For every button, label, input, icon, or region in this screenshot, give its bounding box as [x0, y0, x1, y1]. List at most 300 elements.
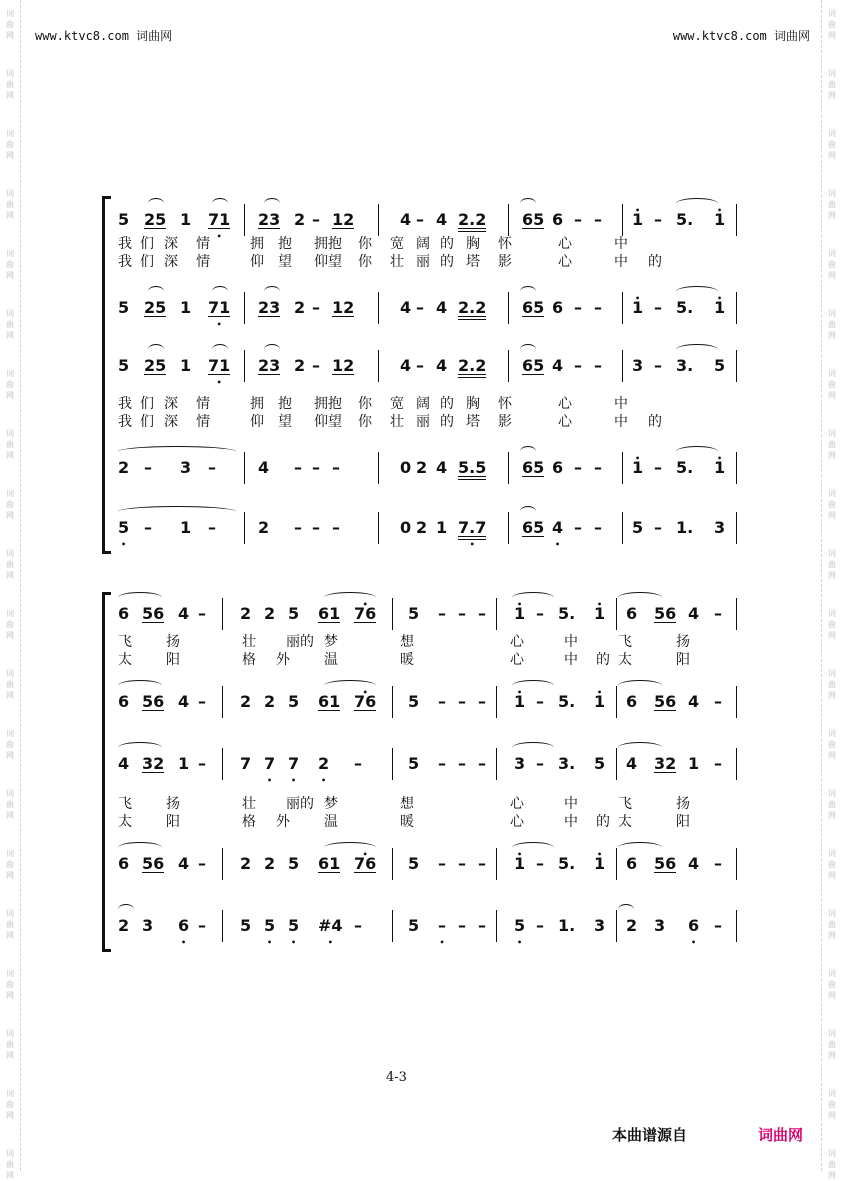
note-token: 6 — [118, 692, 130, 711]
note-token: 25 — [144, 356, 167, 375]
note-token: • 1 — [514, 694, 525, 710]
barline — [222, 686, 223, 718]
note-token: 3 — [654, 916, 666, 935]
slur-mark — [618, 904, 634, 915]
lyric-syllable: 梦 — [324, 634, 338, 650]
watermark-text: 词 曲 网 — [828, 1029, 836, 1060]
lyric-syllable: 的 — [596, 652, 610, 668]
barline — [616, 686, 617, 718]
note-token: 5 — [240, 916, 252, 935]
lyric-syllable: 阔 — [416, 396, 430, 412]
watermark-text: 词 曲 网 — [828, 669, 836, 700]
note-token: 4 — [178, 604, 190, 623]
note-token: – — [654, 458, 662, 477]
lyric-syllable: 你 — [358, 254, 372, 270]
barline — [378, 350, 379, 382]
watermark-text: 词 曲 网 — [828, 189, 836, 220]
watermark-text: 词 曲 网 — [6, 489, 14, 520]
barline — [508, 452, 509, 484]
note-token: 2 — [626, 916, 638, 935]
note-token: – — [594, 210, 602, 229]
note-token: 3 — [180, 458, 192, 477]
lyric-syllable: 丽 — [416, 254, 430, 270]
watermark-text: 词 曲 网 — [6, 1029, 14, 1060]
note-token: • 1 — [632, 300, 643, 316]
header-site-left[interactable]: www.ktvc8.com 词曲网 — [35, 29, 173, 43]
lyric-syllable: 扬 — [676, 796, 690, 812]
note-token: – — [714, 916, 722, 935]
slur-mark — [512, 842, 554, 853]
note-token: 5 • — [118, 520, 129, 536]
note-token: 1 — [180, 518, 192, 537]
note-token: 61 — [318, 854, 341, 873]
note-token: – — [714, 604, 722, 623]
watermark-text: 词 曲 网 — [6, 189, 14, 220]
note-token: 4 • — [552, 520, 563, 536]
lyric-syllable: 我 — [118, 236, 132, 252]
watermark-text: 词 曲 网 — [6, 249, 14, 280]
slur-mark — [512, 680, 554, 691]
lyric-syllable: 塔 — [466, 254, 480, 270]
slur-mark — [324, 842, 376, 853]
note-token: 6 • — [688, 918, 699, 934]
note-token: – — [354, 754, 362, 773]
note-token: – — [416, 210, 424, 229]
note-token: 5 • — [288, 918, 299, 934]
barline — [496, 686, 497, 718]
lyric-syllable: 壮 — [390, 254, 404, 270]
note-token: 1 — [180, 356, 192, 375]
note-token: 12 — [332, 356, 355, 375]
note-token: 3 — [714, 518, 726, 537]
watermark-text: 词 曲 网 — [828, 369, 836, 400]
barline — [736, 848, 737, 880]
note-token: 3. — [558, 754, 576, 773]
lyric-syllable: 温 — [324, 814, 338, 830]
lyric-syllable: 阳 — [676, 652, 690, 668]
barline — [736, 512, 737, 544]
note-token: 32 — [142, 754, 165, 773]
lyric-syllable: 丽 — [416, 414, 430, 430]
lyric-syllable: 胸 — [466, 396, 480, 412]
lyric-syllable: 情 — [196, 236, 210, 252]
note-token: 6 — [118, 604, 130, 623]
watermark-text: 词 曲 网 — [6, 1149, 14, 1180]
note-token: 5 — [632, 518, 644, 537]
note-token: – — [594, 298, 602, 317]
slur-mark — [118, 506, 236, 517]
barline — [378, 512, 379, 544]
note-token: • 76 — [354, 606, 376, 623]
note-token: – • — [438, 918, 446, 934]
note-token: – — [332, 518, 340, 537]
note-token: 4 — [436, 210, 448, 229]
barline — [736, 686, 737, 718]
lyric-syllable: 你 — [358, 396, 372, 412]
lyric-syllable: 宽 — [390, 396, 404, 412]
watermark-text: 词 曲 网 — [6, 9, 14, 40]
note-token: 4 — [688, 604, 700, 623]
lyric-syllable: 暖 — [400, 652, 414, 668]
watermark-text: 词 曲 网 — [828, 1089, 836, 1120]
slur-mark — [264, 198, 280, 209]
slur-mark — [118, 742, 162, 753]
barline — [378, 452, 379, 484]
left-watermark-strip — [0, 0, 21, 1180]
lyric-syllable: 心 — [558, 236, 572, 252]
note-token: 5. — [676, 458, 694, 477]
lyric-syllable: 心 — [558, 254, 572, 270]
note-token: – — [536, 916, 544, 935]
note-token: – — [416, 298, 424, 317]
note-token: 5 — [118, 356, 130, 375]
barline — [616, 910, 617, 942]
note-token: 2.2 — [458, 358, 486, 378]
lyric-syllable: 影 — [498, 414, 512, 430]
barline — [736, 452, 737, 484]
watermark-text: 词 曲 网 — [6, 549, 14, 580]
slur-mark — [520, 506, 536, 517]
slur-mark — [118, 446, 236, 457]
note-token: 3 — [632, 356, 644, 375]
lyric-syllable: 心 — [510, 814, 524, 830]
watermark-text: 词 曲 网 — [6, 129, 14, 160]
note-token: • 1 — [594, 606, 605, 622]
note-token: 5 • — [264, 918, 275, 934]
lyric-syllable: 我 — [118, 414, 132, 430]
note-token: 61 — [318, 604, 341, 623]
note-token: – — [574, 210, 582, 229]
lyric-syllable: 想 — [400, 796, 414, 812]
note-token: 65 — [522, 210, 545, 229]
note-token: 5 — [714, 356, 726, 375]
lyric-syllable: 的 — [440, 254, 454, 270]
note-token: – — [654, 298, 662, 317]
barline — [622, 204, 623, 236]
notation-staff — [118, 750, 742, 778]
lyric-syllable: 外 — [276, 814, 290, 830]
lyric-syllable: 望 — [278, 414, 292, 430]
lyric-syllable: 阳 — [676, 814, 690, 830]
barline — [622, 452, 623, 484]
note-token: 2 • — [318, 756, 329, 772]
lyric-syllable: 飞 — [118, 796, 132, 812]
lyric-syllable: 丽的 — [286, 634, 314, 650]
lyric-syllable: 们 — [140, 236, 154, 252]
barline — [244, 292, 245, 324]
note-token: 2 — [416, 518, 428, 537]
note-token: 1 — [180, 210, 192, 229]
barline — [508, 292, 509, 324]
lyric-syllable: 的 — [440, 396, 454, 412]
note-token: – — [198, 916, 206, 935]
note-token: 1. — [676, 518, 694, 537]
watermark-text: 词 曲 网 — [6, 429, 14, 460]
note-token: 6 • — [178, 918, 189, 934]
note-token: 4 — [436, 356, 448, 375]
watermark-text: 词 曲 网 — [6, 1089, 14, 1120]
lyric-syllable: 太 — [618, 814, 632, 830]
note-token: 56 — [142, 692, 165, 711]
note-token: 65 — [522, 356, 545, 375]
barline — [622, 350, 623, 382]
lyric-syllable: 影 — [498, 254, 512, 270]
note-token: 5 — [408, 692, 420, 711]
lyric-syllable: 拥 — [250, 396, 264, 412]
lyric-syllable: 拥抱 — [314, 396, 342, 412]
watermark-text: 词 曲 网 — [828, 309, 836, 340]
note-token: • 1 — [714, 460, 725, 476]
watermark-text: 词 曲 网 — [6, 789, 14, 820]
barline — [622, 292, 623, 324]
barline — [378, 292, 379, 324]
note-token: 6 — [552, 210, 564, 229]
watermark-text: 词 曲 网 — [828, 789, 836, 820]
note-token: • 76 — [354, 856, 376, 873]
lyric-syllable: 中 — [564, 814, 578, 830]
lyric-syllable: 阳 — [166, 814, 180, 830]
note-token: – — [198, 604, 206, 623]
note-token: 2 — [118, 916, 130, 935]
lyric-syllable: 情 — [196, 254, 210, 270]
note-token: 5. — [558, 854, 576, 873]
note-token: – — [654, 210, 662, 229]
note-token: 4 — [436, 298, 448, 317]
note-token: – — [714, 854, 722, 873]
lyric-syllable: 我 — [118, 254, 132, 270]
page-number: 4-3 — [386, 1070, 407, 1085]
note-token: 4 — [400, 210, 412, 229]
note-token: – — [438, 692, 446, 711]
note-token: 5 — [288, 604, 300, 623]
note-token: 12 — [332, 210, 355, 229]
note-token: – — [198, 754, 206, 773]
lyric-syllable: 宽 — [390, 236, 404, 252]
lyric-syllable: 你 — [358, 236, 372, 252]
slur-mark — [264, 286, 280, 297]
barline — [222, 748, 223, 780]
note-token: 23 — [258, 210, 281, 229]
system-bracket — [102, 592, 111, 952]
lyric-syllable: 阔 — [416, 236, 430, 252]
note-token: – — [594, 518, 602, 537]
note-token: 3 — [142, 916, 154, 935]
lyric-syllable: 扬 — [166, 796, 180, 812]
system-bracket — [102, 196, 111, 554]
slur-mark — [676, 286, 718, 297]
note-token: – — [198, 854, 206, 873]
note-token: 6 — [626, 854, 638, 873]
note-token: – — [294, 458, 302, 477]
note-token: 32 — [654, 754, 677, 773]
note-token: 56 — [654, 604, 677, 623]
slur-mark — [520, 446, 536, 457]
note-token: 5.5 — [458, 460, 486, 480]
note-token: – — [574, 458, 582, 477]
note-token: 2 — [416, 458, 428, 477]
score-system-2 — [102, 592, 742, 948]
lyric-syllable: 情 — [196, 396, 210, 412]
barline — [496, 748, 497, 780]
note-token: 5 — [408, 916, 420, 935]
slur-mark — [520, 198, 536, 209]
watermark-text: 词 曲 网 — [828, 1149, 836, 1180]
note-token: 1 — [436, 518, 448, 537]
note-token: • 1 — [714, 300, 725, 316]
lyric-syllable: 壮 — [242, 634, 256, 650]
lyric-syllable: 仰 — [250, 254, 264, 270]
lyric-syllable: 怀 — [498, 236, 512, 252]
note-token: 2 — [240, 692, 252, 711]
lyric-syllable: 心 — [558, 396, 572, 412]
note-token: 2 — [294, 210, 306, 229]
lyric-syllable: 温 — [324, 652, 338, 668]
lyric-syllable: 中 — [564, 652, 578, 668]
lyric-syllable: 的 — [440, 236, 454, 252]
lyric-syllable: 的 — [648, 414, 662, 430]
note-token: 3 — [514, 754, 526, 773]
lyric-syllable: 心 — [510, 652, 524, 668]
barline — [392, 910, 393, 942]
lyric-syllable: 壮 — [390, 414, 404, 430]
note-token: – — [478, 604, 486, 623]
note-token: – — [458, 604, 466, 623]
note-token: – — [574, 356, 582, 375]
note-token: 5. — [676, 298, 694, 317]
note-token: 2 — [264, 854, 276, 873]
note-token: 0 — [400, 518, 412, 537]
notation-staff — [118, 514, 742, 542]
slur-mark — [512, 742, 554, 753]
notation-staff — [118, 600, 742, 628]
barline — [508, 512, 509, 544]
note-token: – — [594, 356, 602, 375]
note-token: 2 — [294, 298, 306, 317]
note-token: – — [312, 210, 320, 229]
watermark-text: 词 曲 网 — [6, 609, 14, 640]
watermark-text: 词 曲 网 — [828, 489, 836, 520]
note-token: – — [438, 854, 446, 873]
barline — [222, 910, 223, 942]
footer-brand-link[interactable]: 词曲网 — [758, 1126, 804, 1144]
note-token: • 1 — [632, 460, 643, 476]
barline — [736, 292, 737, 324]
note-token: 56 — [654, 692, 677, 711]
note-token: – — [312, 356, 320, 375]
note-token: • 1 — [514, 606, 525, 622]
watermark-text: 词 曲 网 — [6, 669, 14, 700]
lyric-syllable: 中 — [564, 796, 578, 812]
lyric-syllable: 中 — [614, 414, 628, 430]
note-token: – — [458, 916, 466, 935]
watermark-text: 词 曲 网 — [828, 9, 836, 40]
header-site-right[interactable]: www.ktvc8.com 词曲网 — [672, 29, 810, 43]
lyric-syllable: 们 — [140, 414, 154, 430]
barline — [736, 748, 737, 780]
lyric-syllable: 丽的 — [286, 796, 314, 812]
note-token: 5 — [408, 604, 420, 623]
lyric-syllable: 望 — [278, 254, 292, 270]
notation-staff — [118, 352, 742, 380]
lyric-syllable: 情 — [196, 414, 210, 430]
note-token: – — [574, 298, 582, 317]
watermark-text: 词 曲 网 — [828, 609, 836, 640]
note-token: 4 — [400, 356, 412, 375]
lyric-syllable: 太 — [618, 652, 632, 668]
note-token: 65 — [522, 458, 545, 477]
note-token: 2 — [240, 854, 252, 873]
note-token: 2 — [258, 518, 270, 537]
notation-staff — [118, 454, 742, 482]
note-token: – — [536, 854, 544, 873]
slur-mark — [520, 344, 536, 355]
note-token: – — [536, 604, 544, 623]
lyric-syllable: 心 — [510, 634, 524, 650]
lyric-syllable: 扬 — [676, 634, 690, 650]
note-token: 6 — [626, 692, 638, 711]
slur-mark — [324, 592, 376, 603]
slur-mark — [118, 680, 162, 691]
note-token: 0 — [400, 458, 412, 477]
watermark-text: 词 曲 网 — [828, 969, 836, 1000]
watermark-text: 词 曲 网 — [828, 729, 836, 760]
note-token: 56 — [654, 854, 677, 873]
notation-staff — [118, 688, 742, 716]
barline — [736, 204, 737, 236]
slur-mark — [676, 344, 718, 355]
note-token: – — [312, 458, 320, 477]
note-token: – — [714, 754, 722, 773]
watermark-text: 词 曲 网 — [6, 909, 14, 940]
watermark-text: 词 曲 网 — [6, 969, 14, 1000]
lyric-syllable: 想 — [400, 634, 414, 650]
lyric-syllable: 深 — [164, 396, 178, 412]
lyric-syllable: 中 — [614, 396, 628, 412]
lyric-syllable: 梦 — [324, 796, 338, 812]
slur-mark — [512, 592, 554, 603]
note-token: 6 — [118, 854, 130, 873]
note-token: 56 — [142, 854, 165, 873]
lyric-syllable: 仰望 — [314, 254, 342, 270]
barline — [222, 598, 223, 630]
note-token: 7 • — [288, 756, 299, 772]
barline — [222, 848, 223, 880]
note-token: – — [714, 692, 722, 711]
note-token: – — [198, 692, 206, 711]
note-token: – — [208, 518, 216, 537]
barline — [616, 748, 617, 780]
watermark-text: 词 曲 网 — [6, 849, 14, 880]
barline — [496, 848, 497, 880]
note-token: 4 — [688, 854, 700, 873]
note-token: 4 — [626, 754, 638, 773]
note-token: 4 — [436, 458, 448, 477]
lyric-syllable: 中 — [614, 254, 628, 270]
note-token: 5 — [118, 298, 130, 317]
slur-mark — [212, 198, 228, 209]
note-token: – — [208, 458, 216, 477]
note-token: 5 — [288, 854, 300, 873]
lyric-syllable: 拥抱 — [314, 236, 342, 252]
note-token: 23 — [258, 298, 281, 317]
barline — [378, 204, 379, 236]
note-token: 5 — [288, 692, 300, 711]
barline — [508, 350, 509, 382]
note-token: – — [354, 916, 362, 935]
barline — [622, 512, 623, 544]
note-token: 1. — [558, 916, 576, 935]
note-token: • 1 — [514, 856, 525, 872]
